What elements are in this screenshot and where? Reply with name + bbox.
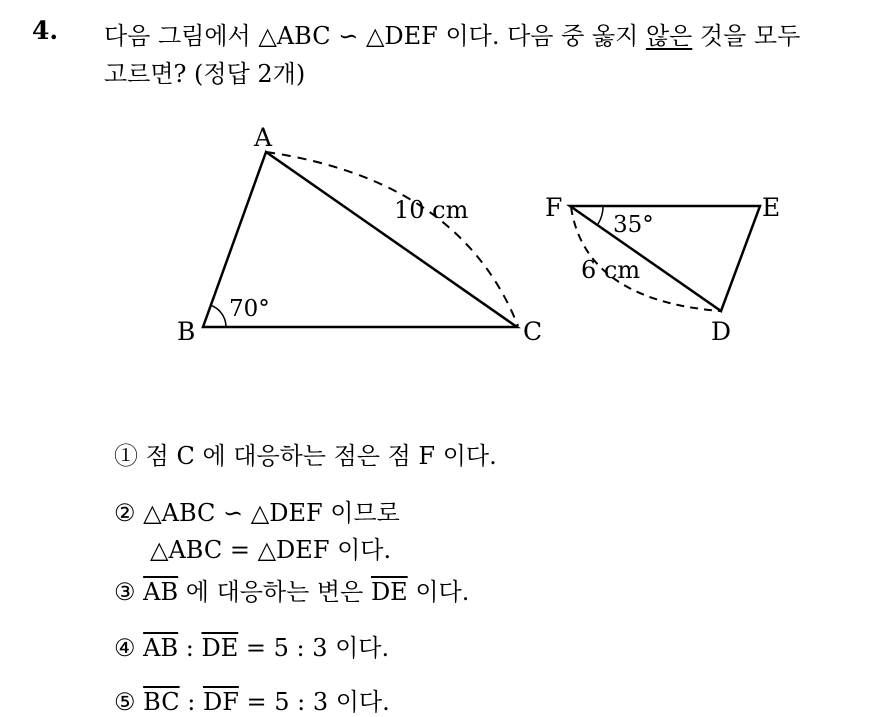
- option-2-marker: ②: [114, 499, 136, 527]
- option-2[interactable]: [114, 493, 400, 528]
- option-4-segment-2: $\overline{DE}$: [201, 634, 239, 662]
- label-a: A: [254, 123, 273, 152]
- option-5[interactable]: [114, 682, 390, 717]
- option-3[interactable]: [114, 572, 469, 607]
- option-4-end: = 5 : 3 이다.: [238, 634, 390, 662]
- option-2-text: △ABC ∽ △DEF 이므로: [143, 499, 400, 527]
- option-5-segment-2: $\overline{DF}$: [202, 688, 239, 716]
- angle-b-arc: [210, 305, 226, 327]
- option-2-line-2: △ABC = △DEF 이다.: [150, 536, 392, 564]
- option-3-end: 이다.: [407, 578, 470, 606]
- question-number: 4.: [32, 16, 59, 45]
- angle-f-label: 35°: [613, 212, 654, 238]
- question-text-b: 것을 모두: [692, 22, 801, 50]
- label-f: F: [545, 193, 563, 222]
- option-3-segment-1: $\overline{AB}$: [143, 578, 179, 606]
- option-4[interactable]: [114, 628, 389, 663]
- option-4-mid: :: [178, 634, 202, 662]
- option-3-marker: ③: [114, 578, 136, 606]
- side-ac-label: 10 cm: [394, 196, 469, 224]
- question-text-a: 다음 그림에서 △ABC ∽ △DEF 이다. 다음 중 옳지: [104, 22, 646, 50]
- angle-f-arc: [598, 206, 603, 224]
- option-3-mid: 에 대응하는 변은: [178, 578, 371, 606]
- option-5-marker: ⑤: [114, 688, 136, 716]
- option-4-marker: ④: [114, 634, 136, 662]
- angle-b-label: 70°: [229, 296, 270, 322]
- option-1[interactable]: [114, 436, 497, 471]
- option-4-segment-1: $\overline{AB}$: [143, 634, 179, 662]
- option-5-mid: :: [179, 688, 203, 716]
- option-1-text: 점 C 에 대응하는 점은 점 F 이다.: [145, 442, 497, 470]
- label-e: E: [762, 193, 781, 222]
- side-fd-label: 6 cm: [581, 256, 641, 284]
- option-5-segment-1: $\overline{BC}$: [143, 688, 180, 716]
- label-d: D: [711, 317, 732, 346]
- label-b: B: [177, 317, 196, 346]
- label-c: C: [523, 317, 543, 346]
- question-line-2: 고르면? (정답 2개): [104, 60, 306, 88]
- question-underlined-word: 않은: [645, 22, 693, 50]
- option-3-segment-2: $\overline{DE}$: [370, 578, 408, 606]
- option-1-marker: ①: [114, 442, 138, 470]
- option-5-end: = 5 : 3 이다.: [238, 688, 390, 716]
